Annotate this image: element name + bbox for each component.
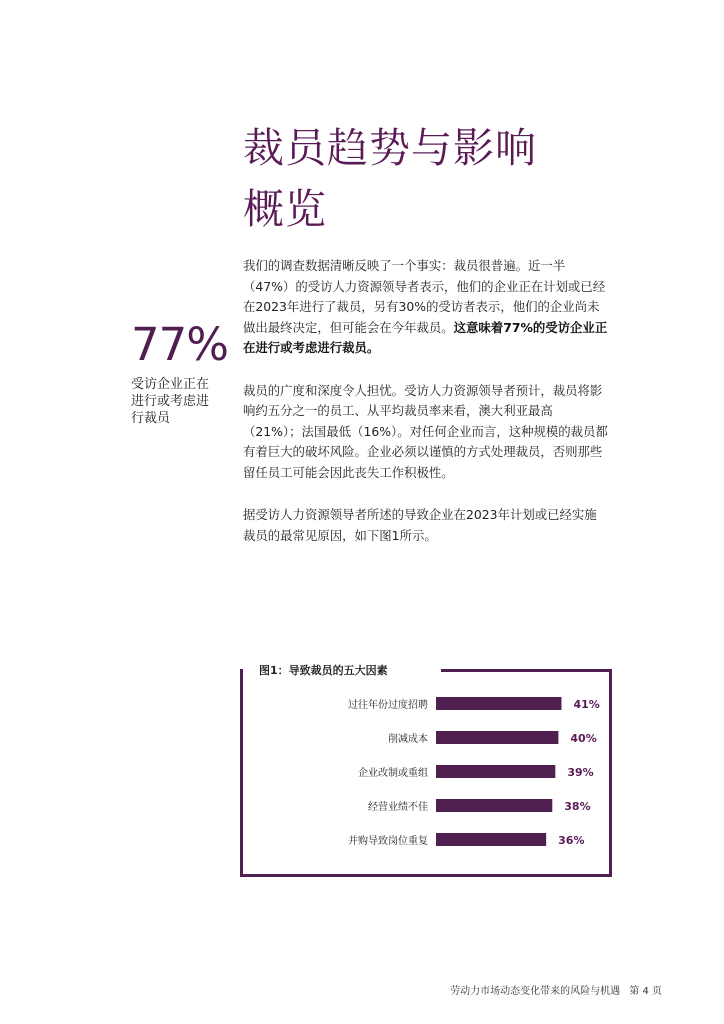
value-label: 40% <box>570 732 597 745</box>
category-label: 过往年份过度招聘 <box>348 700 428 711</box>
value-label: 38% <box>564 800 591 813</box>
page-title-line-2: 概览 <box>243 185 327 233</box>
paragraph-2 <box>243 381 608 484</box>
page-title-line-1: 裁员趋势与影响 <box>243 124 537 172</box>
stat-caption: 受访企业正在进行或考虑进行裁员 <box>131 377 210 426</box>
paragraph-3 <box>243 505 608 546</box>
bar-chart <box>243 690 603 865</box>
page-title <box>243 118 683 240</box>
paragraph-1-bold: 这意味着77%的受访企业正在进行或考虑进行裁员。 <box>243 319 608 355</box>
paragraph-1 <box>243 256 608 359</box>
category-label: 削减成本 <box>388 734 428 745</box>
bar <box>436 833 546 846</box>
page-number: 第 4 页 <box>629 986 662 997</box>
category-label: 经营业绩不佳 <box>368 802 428 813</box>
stat-callout <box>131 318 231 427</box>
paragraph-2-text: 裁员的广度和深度令人担忧。受访人力资源领导者预计，裁员将影响约五分之一的员工、从平均裁员率来看，澳大利亚最高（21%）；法国最低（16%）。对任何企业而言，这种规模的裁员都有着巨大的破坏风险。企业必须以谨慎的方式处理裁员，否则那些留任员工可能会因此丧失工作积极性。 <box>243 382 608 480</box>
paragraph-3-text: 据受访人力资源领导者所述的导致企业在2023年计划或已经实施裁员的最常见原因，如下图1所示。 <box>243 507 597 543</box>
footer-text: 劳动力市场动态变化带来的风险与机遇 <box>450 986 621 997</box>
bar <box>436 799 552 812</box>
figure-title: 图1：导致裁员的五大因素 <box>259 664 392 678</box>
category-label: 并购导致岗位重复 <box>348 836 428 847</box>
value-label: 41% <box>573 698 600 711</box>
value-label: 39% <box>567 766 594 779</box>
bar <box>436 765 555 778</box>
stat-value: 77% <box>131 318 229 371</box>
bar <box>436 697 561 710</box>
figure-frame-top-line <box>441 669 609 672</box>
bar <box>436 731 558 744</box>
page-footer <box>444 985 662 998</box>
category-label: 企业改制或重组 <box>358 768 428 779</box>
value-label: 36% <box>558 834 585 847</box>
body-text <box>243 256 608 568</box>
paragraph-1-text: 我们的调查数据清晰反映了一个事实：裁员很普遍。近一半（47%）的受访人力资源领导者表示，他们的企业正在计划或已经在2023年进行了裁员，另有30%的受访者表示，他们的企业尚未做出最终决定，但可能会在今年裁员。 <box>243 258 606 335</box>
